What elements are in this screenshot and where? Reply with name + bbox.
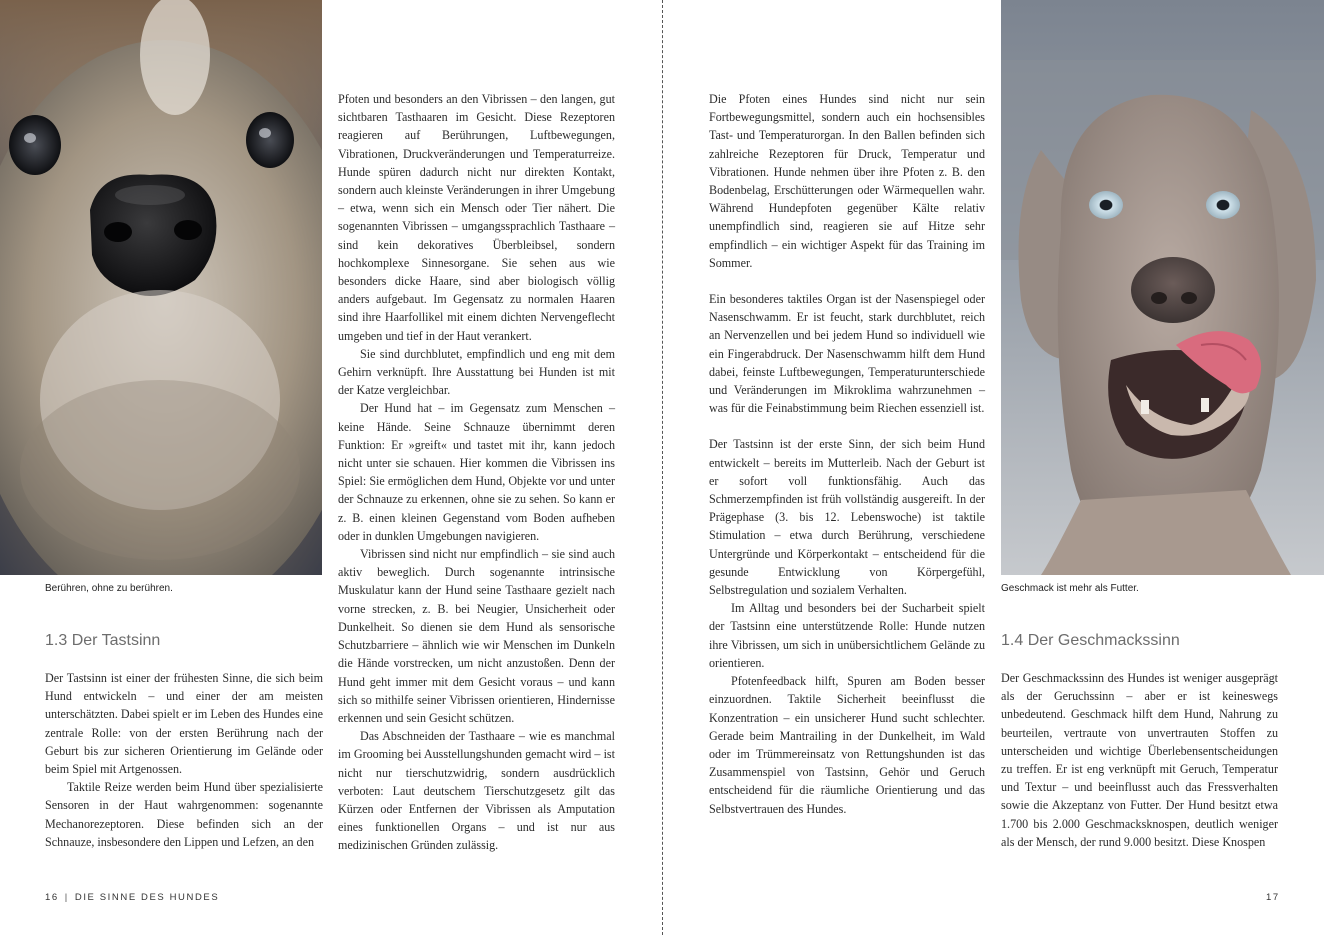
paragraph: Pfoten und besonders an den Vibrissen – den langen, gut sichtbaren Tasthaaren im Gesicht. Diese Rezeptoren reagieren auf Berührungen, Luftbewegungen, Vibrationen, Druckveränderungen und Temperaturreize. Hunde spüren dadurch nicht nur direkten Kontakt, sondern auch kleinste Veränderungen in ihrer Umgebung – etwa, wenn sich ein Mensch oder Tier nähert. Die sogenannten Vibrissen – umgangssprachlich Tasthaare – sind kein dekoratives Überbleibsel, sondern hochkomplexe Sinnesorgane. Sie sehen aus wie besonders dicke Haare, sind aber biologisch völlig anders aufgebaut. Im Gegensatz zu normalen Haaren sind ihre Haarfollikel mit einem dichten Nervengeflecht umgeben und tief in der Haut verankert. — [338, 92, 615, 343]
text-column-left-1 — [45, 669, 323, 851]
footer-separator: | — [64, 892, 69, 903]
paragraph: Der Hund hat – im Gegensatz zum Menschen – keine Hände. Seine Schnauze übernimmt deren Funktion: Er »greift« und tastet mit ihr, kann jedoch nicht unter sie schauen. Hier kommen die Vibrissen ins Spiel: Sie ermöglichen dem Hund, Objekte vor und unter der Schnauze zu erkennen, ohne sie zu sehen. So kann er z. B. einen kleinen Gegenstand vom Boden aufheben oder in dunklen Umgebungen navigieren. — [338, 401, 615, 543]
paragraph: Ein besonderes taktiles Organ ist der Nasenspiegel oder Nasenschwamm. Er ist feucht, stark durchblutet, reich an Nervenzellen und bei jedem Hund so individuell wie ein Fingerabdruck. Der Nasenschwamm hilft dem Hund dabei, feinste Luftbewegungen, Temperaturunterschiede und Veränderungen im Mikroklima wahrzunehmen – was für die Feinabstimmung beim Riechen essenziell ist. — [709, 292, 985, 416]
text-column-right-2 — [1001, 669, 1278, 851]
paragraph: Der Tastsinn ist der erste Sinn, der sich beim Hund entwickelt – bereits im Mutterleib. Nach der Geburt ist er sofort voll funktionsfähig. Auch das Schmerzempfinden ist früh vollständig ausgereift. In der Prägephase (3. bis 12. Lebenswoche) ist taktile Stimulation – etwa durch Berührung, verschiedene Untergründe und Körperkontakt – entscheidend für die gesunde Entwicklung von Körpergefühl, Selbstregulation und sozialem Verhalten. — [709, 437, 985, 598]
paragraph: Taktile Reize werden beim Hund über spezialisierte Sensoren in der Haut wahrgenommen: sogenannte Mechanorezeptoren. Diese befinden sich an der Schnauze, insbesondere den Lippen und Lefzen, an den — [45, 780, 323, 849]
paragraph: Der Tastsinn ist einer der frühesten Sinne, die sich beim Hund entwickeln – und einer der am meisten unterschätzten. Dabei spielt er im Leben des Hundes eine zentrale Rolle: von der ersten Berührung nach der Geburt bis zur sicheren Orientierung im Gelände oder beim Spiel mit Artgenossen. — [45, 671, 323, 777]
footer-right — [1266, 892, 1280, 903]
paragraph: Pfotenfeedback hilft, Spuren am Boden besser einzuordnen. Taktile Sicherheit beeinflusst die Konzentration – ein unsicherer Hund sucht schlechter. Gerade beim Mantrailing in der Dunkelheit, im Wald oder im Trümmereinsatz von Rettungshunden ist das Zusammenspiel von Tastsinn, Gehör und Geruch entscheidend für die räumliche Orientierung und das Selbstvertrauen des Hundes. — [709, 674, 985, 816]
paragraph: Die Pfoten eines Hundes sind nicht nur sein Fortbewegungsmittel, sondern auch ein hochsensibles Tast- und Temperaturorgan. In den Ballen befinden sich zahlreiche Rezeptoren für Druck, Temperatur und Vibrationen. Hunde nehmen über ihre Pfoten z. B. den Bodenbelag, Erschütterungen oder Wärmequellen wahr. Während Hundepfoten gegenüber Kälte relativ unempfindlich sind, reagieren sie auf Hitze sehr empfindlich – ein wichtiger Aspekt für das Training im Sommer. — [709, 92, 985, 270]
running-title: DIE SINNE DES HUNDES — [74, 892, 220, 903]
paragraph: Sie sind durchblutet, empfindlich und eng mit dem Gehirn verknüpft. Ihre Ausstattung bei Hunden ist mit der Katze vergleichbar. — [338, 346, 615, 398]
paragraph: Vibrissen sind nicht nur empfindlich – sie sind auch aktiv beweglich. Durch sogenannte intrinsische Muskulatur kann der Hund seine Tasthaare gezielt nach vorne strecken, z. B. bei Neugier, Unsicherheit oder Dunkelheit. So dienen sie dem Hund als sensorische Schutzbarriere – ähnlich wie wir Menschen im Dunkeln die Hände vorstrecken, um nicht anzustoßen. Denn der Hund geht immer mit dem Gesicht voraus – und kann sich so mithilfe seiner Vibrissen orientieren, Hindernisse erkennen und sein Gesicht schützen. — [338, 547, 615, 725]
text-column-right-1 — [709, 90, 985, 818]
section-heading-tastsinn: 1.3 Der Tastsinn — [45, 632, 161, 649]
page-fold-divider — [662, 0, 663, 935]
image-caption-left: Berühren, ohne zu berühren. — [45, 583, 173, 594]
section-heading-geschmackssinn: 1.4 Der Geschmackssinn — [1001, 632, 1180, 649]
text-column-left-2 — [338, 90, 615, 855]
paragraph: Im Alltag und besonders bei der Sucharbeit spielt der Tastsinn eine unterstützende Rolle: Hunde nutzen ihre Vibrissen, um sich in unübersichtlichem Gelände zu orientieren. — [709, 601, 985, 670]
image-caption-right: Geschmack ist mehr als Futter. — [1001, 583, 1139, 594]
page-number: 16 — [45, 892, 59, 903]
page-number: 17 — [1266, 892, 1280, 903]
paragraph: Der Geschmackssinn des Hundes ist weniger ausgeprägt als der Geruchssinn – aber er ist keineswegs unbedeutend. Geschmack hilft dem Hund, Nahrung zu beurteilen, vertraute von unvertrauten Stoffen zu unterscheiden und wichtige Überlebensentscheidungen zu treffen. Er ist eng verknüpft mit Geruch, Temperatur und Textur – und beeinflusst auch das Fressverhalten sowie die Akzeptanz von Futter. Der Hund besitzt etwa 1.700 bis 2.000 Geschmacksknospen, deutlich weniger als der Mensch, der rund 9.000 besitzt. Diese Knospen — [1001, 671, 1278, 849]
dog-nose-photo — [0, 0, 322, 575]
footer-left — [45, 892, 219, 903]
dog-licking-photo — [1001, 0, 1324, 575]
paragraph: Das Abschneiden der Tasthaare – wie es manchmal im Grooming bei Ausstellungshunden gemacht wird – ist nicht nur tierschutzwidrig, sondern ausdrücklich verboten: Laut deutschem Tierschutzgesetz gilt das Kürzen oder Entfernen der Vibrissen als Amputation eines funktionellen Organs – und ist nur aus medizinischen Gründen zulässig. — [338, 729, 615, 853]
